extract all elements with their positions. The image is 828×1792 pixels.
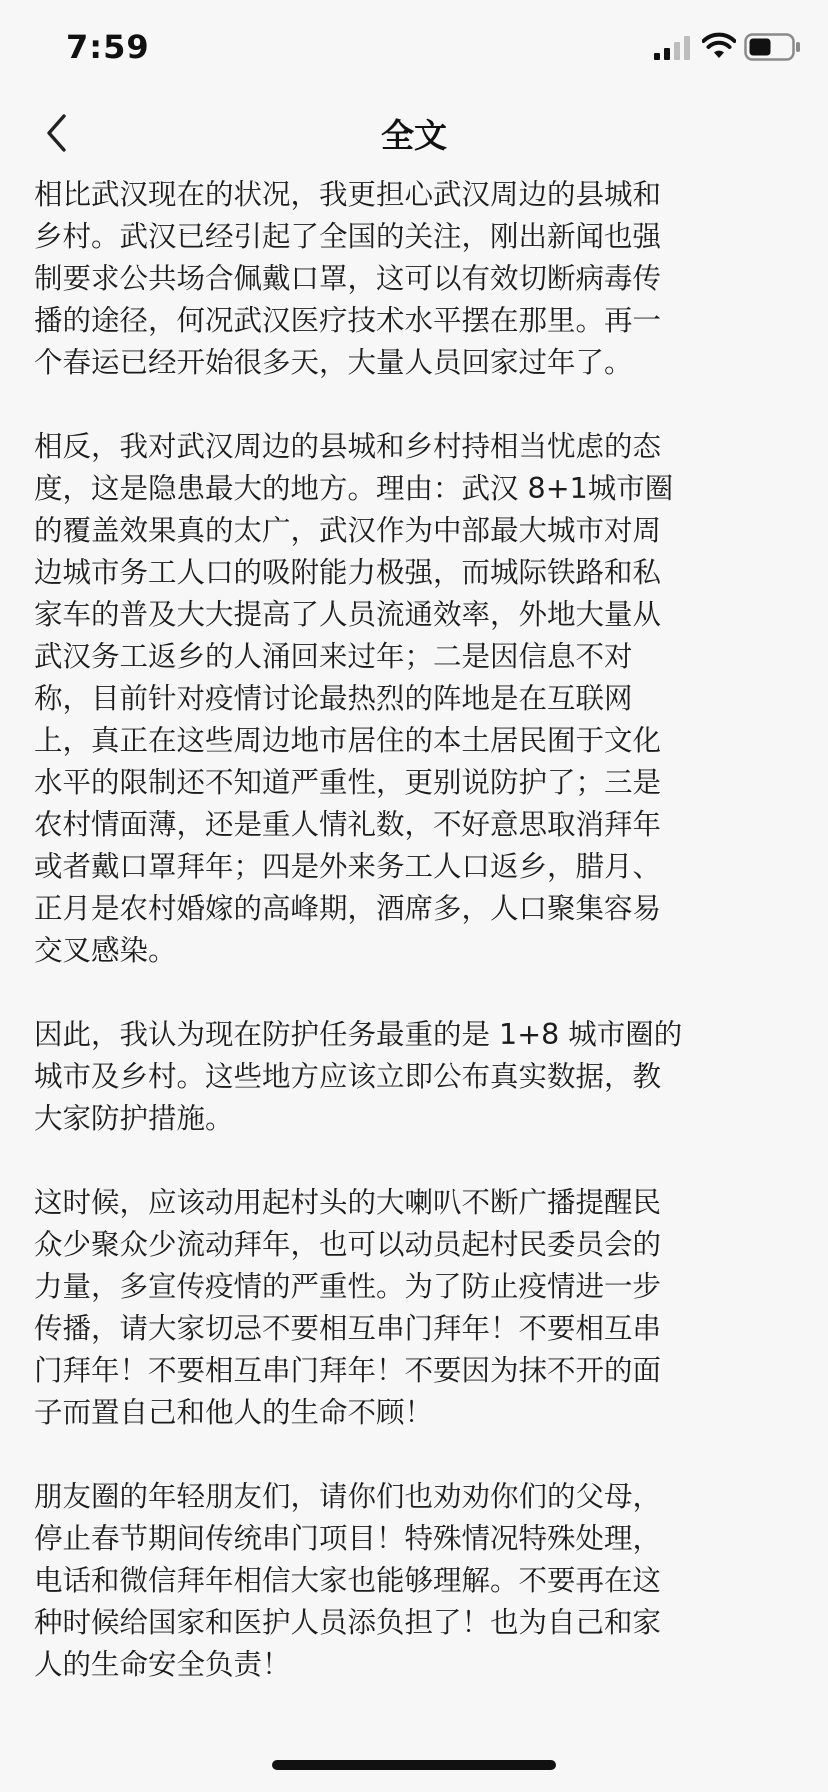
text-line: 门拜年！不要相互串门拜年！不要因为抹不开的面 <box>34 1354 662 1387</box>
text-line: 的覆盖效果真的太广，武汉作为中部最大城市对周 <box>34 514 662 547</box>
article-paragraph <box>34 1182 802 1434</box>
text-line: 乡村。武汉已经引起了全国的关注，刚出新闻也强 <box>34 220 662 253</box>
text-line: 上，真正在这些周边地市居住的本土居民囿于文化 <box>34 724 662 757</box>
text-line: 边城市务工人口的吸附能力极强，而城际铁路和私 <box>34 556 662 589</box>
cellular-signal-icon <box>654 36 694 60</box>
article-paragraph <box>34 426 802 972</box>
text-line: 交叉感染。 <box>34 934 177 967</box>
text-line: 相比武汉现在的状况，我更担心武汉周边的县城和 <box>34 178 662 211</box>
text-line: 停止春节期间传统串门项目！特殊情况特殊处理， <box>34 1522 662 1555</box>
text-line: 相反，我对武汉周边的县城和乡村持相当忧虑的态 <box>34 430 662 463</box>
text-line: 播的途径，何况武汉医疗技术水平摆在那里。再一 <box>34 304 662 337</box>
article-paragraph <box>34 1014 802 1140</box>
text-line: 农村情面薄，还是重人情礼数，不好意思取消拜年 <box>34 808 662 841</box>
page-title: 全文 <box>381 116 447 155</box>
text-line: 这时候，应该动用起村头的大喇叭不断广播提醒民 <box>34 1186 662 1219</box>
home-indicator[interactable] <box>272 1760 556 1770</box>
article-body <box>34 174 802 1728</box>
article-paragraph <box>34 174 802 384</box>
text-line: 或者戴口罩拜年；四是外来务工人口返乡，腊月、 <box>34 850 662 883</box>
status-bar <box>0 0 828 100</box>
text-line: 城市及乡村。这些地方应该立即公布真实数据，教 <box>34 1060 662 1093</box>
article-paragraph <box>34 1476 802 1686</box>
text-line: 子而置自己和他人的生命不顾！ <box>34 1396 434 1429</box>
text-line: 众少聚众少流动拜年，也可以动员起村民委员会的 <box>34 1228 662 1261</box>
nav-bar <box>0 100 828 166</box>
text-line: 个春运已经开始很多天，大量人员回家过年了。 <box>34 346 633 379</box>
text-line: 电话和微信拜年相信大家也能够理解。不要再在这 <box>34 1564 662 1597</box>
text-line: 传播，请大家切忌不要相互串门拜年！不要相互串 <box>34 1312 662 1345</box>
text-line: 人的生命安全负责！ <box>34 1648 291 1681</box>
wifi-icon <box>702 32 736 60</box>
status-time: 7:59 <box>66 28 150 66</box>
text-line: 制要求公共场合佩戴口罩，这可以有效切断病毒传 <box>34 262 662 295</box>
battery-icon <box>744 33 802 61</box>
text-line: 大家防护措施。 <box>34 1102 234 1135</box>
text-line: 武汉务工返乡的人涌回来过年；二是因信息不对 <box>34 640 633 673</box>
text-line: 正月是农村婚嫁的高峰期，酒席多，人口聚集容易 <box>34 892 662 925</box>
text-line: 种时候给国家和医护人员添负担了！也为自己和家 <box>34 1606 662 1639</box>
text-line: 水平的限制还不知道严重性，更别说防护了；三是 <box>34 766 662 799</box>
text-line: 家车的普及大大提高了人员流通效率，外地大量从 <box>34 598 662 631</box>
text-line: 度，这是隐患最大的地方。理由：武汉 8+1城市圈 <box>34 472 674 505</box>
text-line: 朋友圈的年轻朋友们，请你们也劝劝你们的父母， <box>34 1480 662 1513</box>
text-line: 因此，我认为现在防护任务最重的是 1+8 城市圈的 <box>34 1018 683 1051</box>
text-line: 称，目前针对疫情讨论最热烈的阵地是在互联网 <box>34 682 633 715</box>
text-line: 力量，多宣传疫情的严重性。为了防止疫情进一步 <box>34 1270 662 1303</box>
